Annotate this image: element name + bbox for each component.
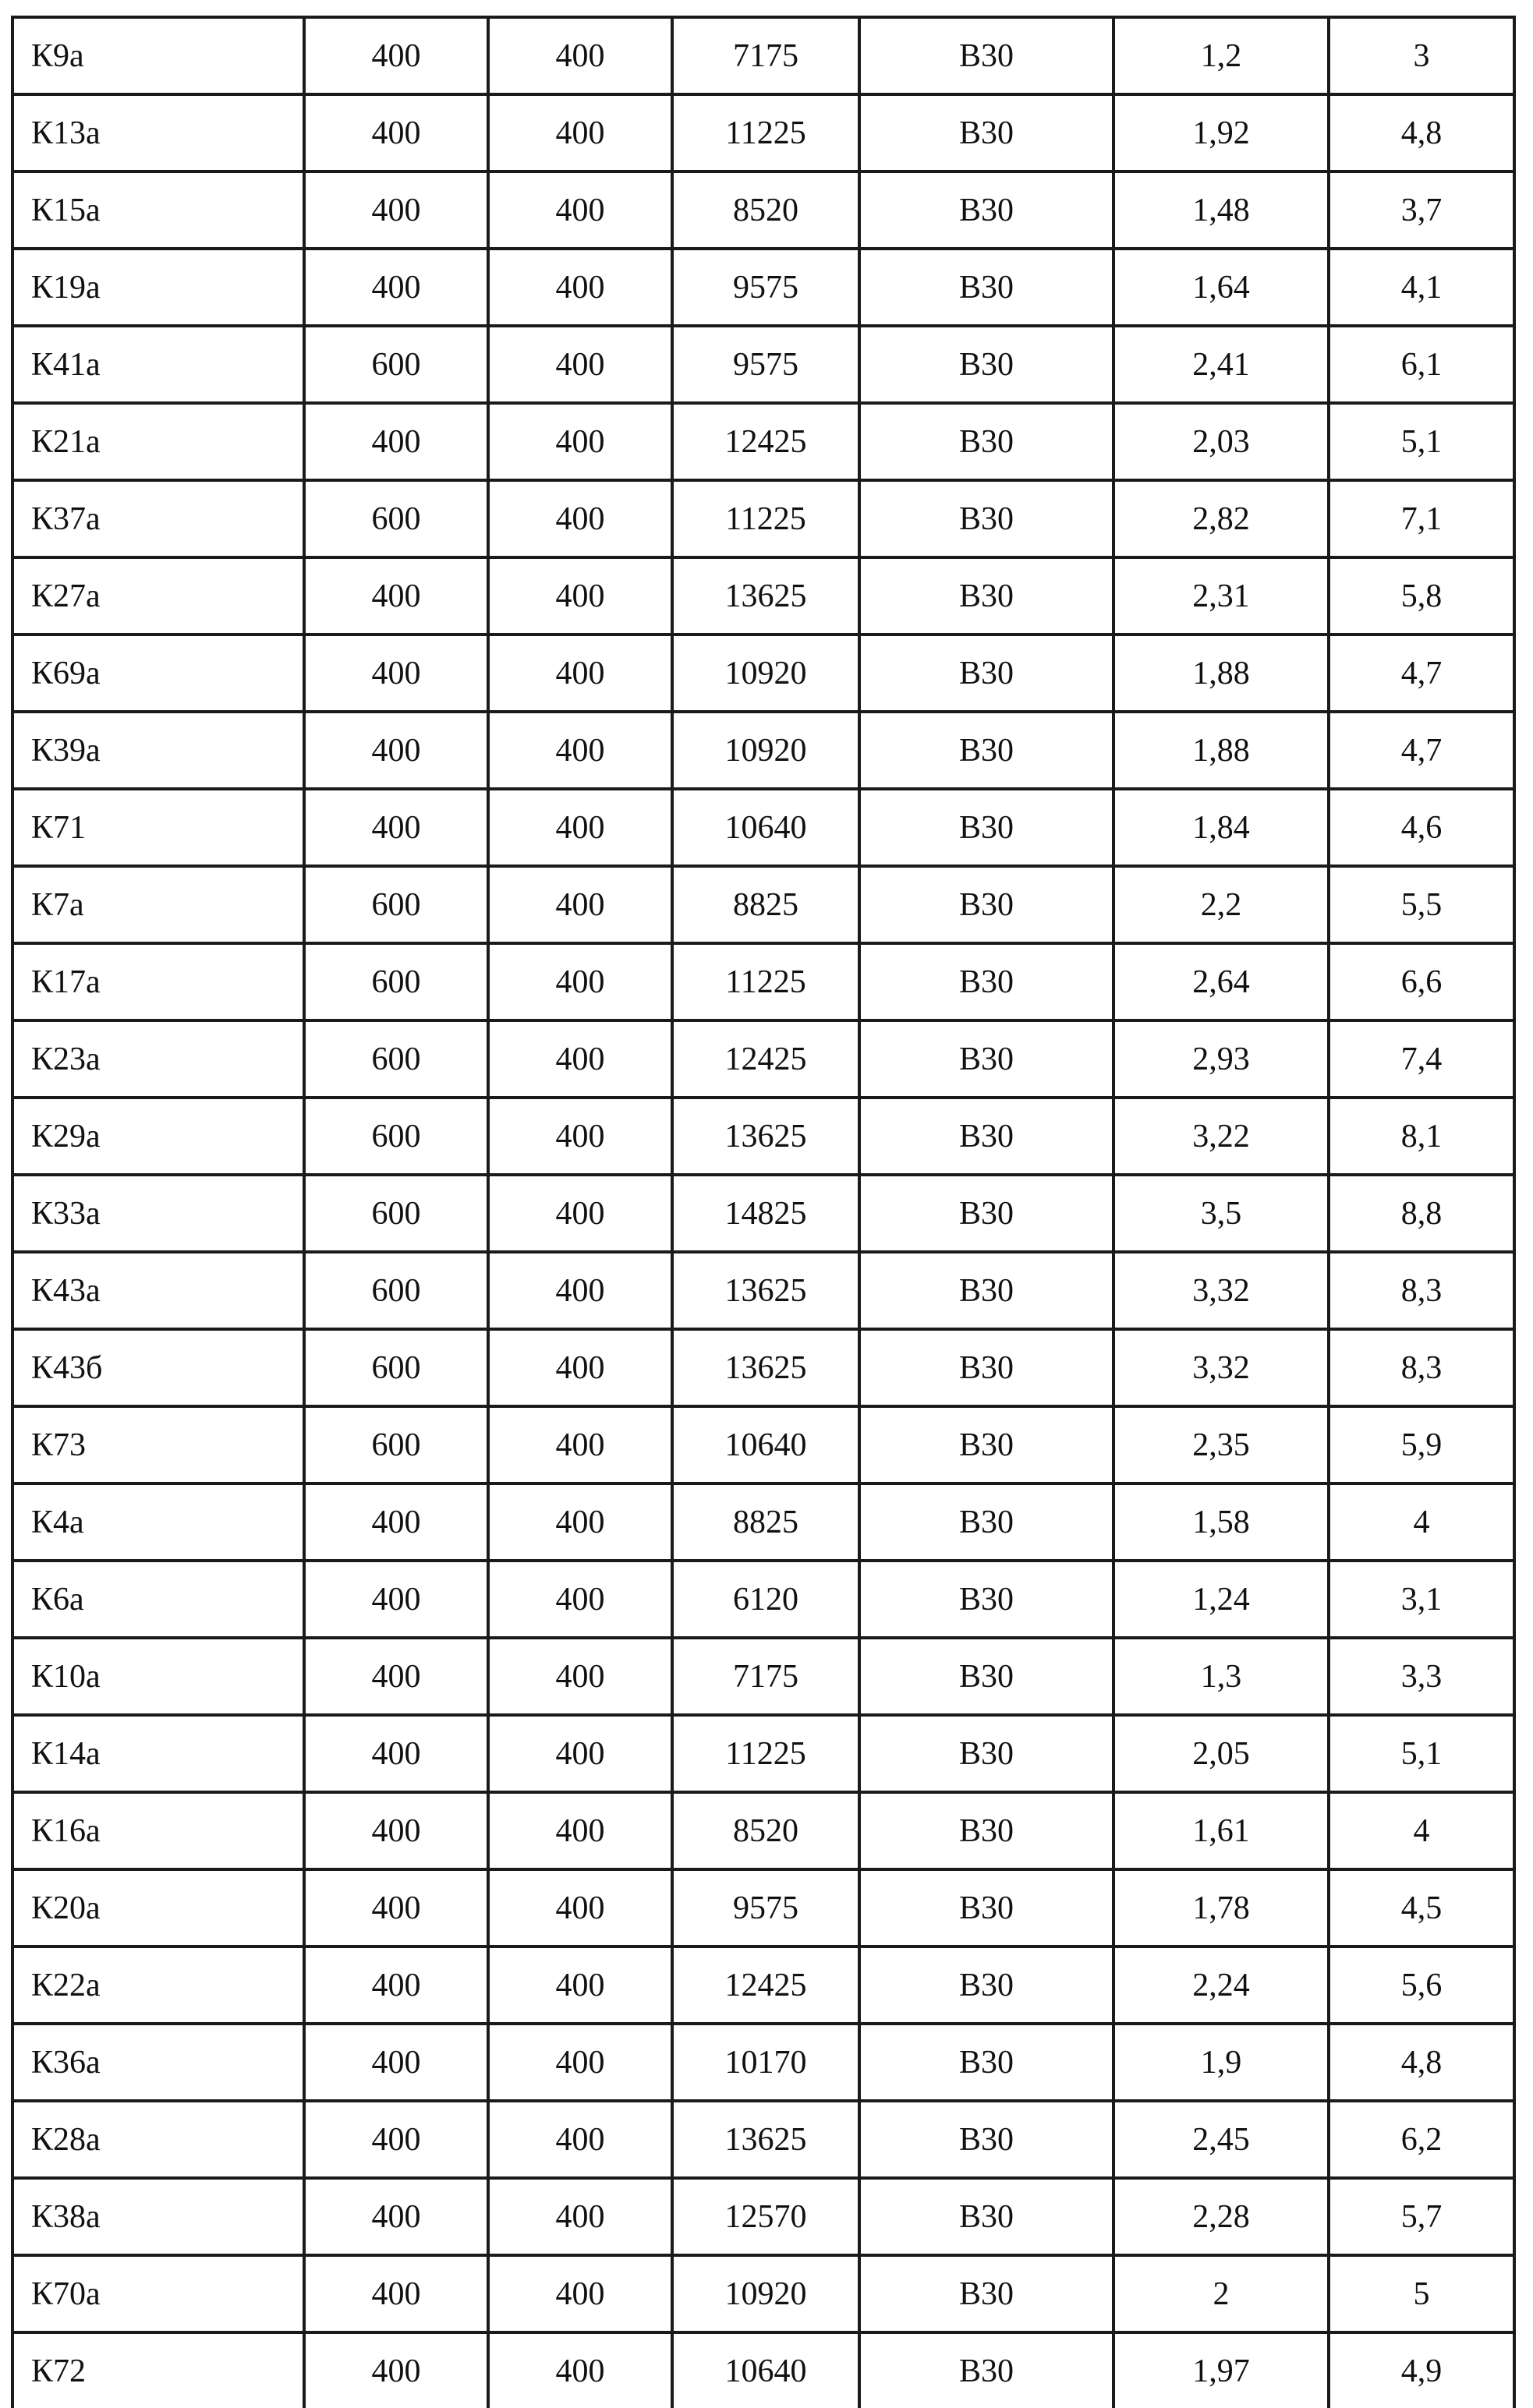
result-cell: 8,8 (1329, 1175, 1514, 1252)
element-mark-cell: К38а (12, 2178, 304, 2255)
table-row (12, 789, 1514, 866)
width-cell: 400 (304, 171, 488, 249)
result-cell: 4,5 (1329, 1869, 1514, 1947)
ratio-cell: 2,41 (1113, 326, 1329, 403)
element-mark-cell: К39а (12, 712, 304, 789)
ratio-cell: 2,2 (1113, 866, 1329, 943)
concrete-class-cell: В30 (859, 171, 1113, 249)
value-cell: 10640 (672, 2332, 859, 2408)
value-cell: 6120 (672, 1561, 859, 1638)
depth-cell: 400 (488, 17, 672, 94)
value-cell: 13625 (672, 1329, 859, 1406)
element-mark-cell: К71 (12, 789, 304, 866)
table-row (12, 635, 1514, 712)
table-row (12, 712, 1514, 789)
concrete-class-cell: В30 (859, 2332, 1113, 2408)
width-cell: 400 (304, 2178, 488, 2255)
value-cell: 11225 (672, 1715, 859, 1792)
ratio-cell: 1,9 (1113, 2024, 1329, 2101)
ratio-cell: 1,61 (1113, 1792, 1329, 1869)
ratio-cell: 1,88 (1113, 635, 1329, 712)
ratio-cell: 1,48 (1113, 171, 1329, 249)
ratio-cell: 1,24 (1113, 1561, 1329, 1638)
ratio-cell: 1,2 (1113, 17, 1329, 94)
depth-cell: 400 (488, 943, 672, 1020)
concrete-class-cell: В30 (859, 557, 1113, 635)
value-cell: 10640 (672, 1406, 859, 1483)
ratio-cell: 2,35 (1113, 1406, 1329, 1483)
width-cell: 400 (304, 2332, 488, 2408)
ratio-cell: 2,28 (1113, 2178, 1329, 2255)
element-mark-cell: К22а (12, 1947, 304, 2024)
value-cell: 10920 (672, 712, 859, 789)
depth-cell: 400 (488, 866, 672, 943)
table-row (12, 1792, 1514, 1869)
result-cell: 4,9 (1329, 2332, 1514, 2408)
result-cell: 8,3 (1329, 1329, 1514, 1406)
concrete-class-cell: В30 (859, 326, 1113, 403)
ratio-cell: 3,5 (1113, 1175, 1329, 1252)
result-cell: 3 (1329, 17, 1514, 94)
value-cell: 8520 (672, 171, 859, 249)
result-cell: 8,1 (1329, 1098, 1514, 1175)
concrete-class-cell: В30 (859, 1252, 1113, 1329)
table-row (12, 557, 1514, 635)
width-cell: 600 (304, 1252, 488, 1329)
table-row (12, 1483, 1514, 1561)
depth-cell: 400 (488, 2332, 672, 2408)
table-row (12, 866, 1514, 943)
width-cell: 400 (304, 2255, 488, 2332)
width-cell: 400 (304, 1947, 488, 2024)
depth-cell: 400 (488, 1406, 672, 1483)
result-cell: 7,1 (1329, 480, 1514, 557)
width-cell: 400 (304, 249, 488, 326)
result-cell: 5 (1329, 2255, 1514, 2332)
depth-cell: 400 (488, 2101, 672, 2178)
concrete-class-cell: В30 (859, 1406, 1113, 1483)
concrete-class-cell: В30 (859, 1638, 1113, 1715)
element-mark-cell: К13а (12, 94, 304, 171)
table-row (12, 1638, 1514, 1715)
result-cell: 5,1 (1329, 403, 1514, 480)
element-mark-cell: К43а (12, 1252, 304, 1329)
table-row (12, 2024, 1514, 2101)
table-row (12, 171, 1514, 249)
value-cell: 13625 (672, 1252, 859, 1329)
result-cell: 5,6 (1329, 1947, 1514, 2024)
element-mark-cell: К4а (12, 1483, 304, 1561)
concrete-class-cell: В30 (859, 1869, 1113, 1947)
width-cell: 600 (304, 1098, 488, 1175)
width-cell: 400 (304, 17, 488, 94)
width-cell: 600 (304, 1329, 488, 1406)
depth-cell: 400 (488, 1792, 672, 1869)
table-row (12, 1561, 1514, 1638)
concrete-class-cell: В30 (859, 635, 1113, 712)
width-cell: 600 (304, 1175, 488, 1252)
table-row (12, 1406, 1514, 1483)
table-row (12, 480, 1514, 557)
value-cell: 10640 (672, 789, 859, 866)
result-cell: 4,8 (1329, 2024, 1514, 2101)
element-mark-cell: К73 (12, 1406, 304, 1483)
width-cell: 400 (304, 1792, 488, 1869)
table-row (12, 1020, 1514, 1098)
ratio-cell: 1,97 (1113, 2332, 1329, 2408)
ratio-cell: 3,22 (1113, 1098, 1329, 1175)
element-mark-cell: К33а (12, 1175, 304, 1252)
concrete-class-cell: В30 (859, 1792, 1113, 1869)
result-cell: 4,8 (1329, 94, 1514, 171)
result-cell: 4,7 (1329, 635, 1514, 712)
element-mark-cell: К16а (12, 1792, 304, 1869)
ratio-cell: 2,45 (1113, 2101, 1329, 2178)
element-mark-cell: К10а (12, 1638, 304, 1715)
concrete-class-cell: В30 (859, 2101, 1113, 2178)
result-cell: 8,3 (1329, 1252, 1514, 1329)
ratio-cell: 2,03 (1113, 403, 1329, 480)
value-cell: 12570 (672, 2178, 859, 2255)
value-cell: 12425 (672, 1020, 859, 1098)
result-cell: 3,3 (1329, 1638, 1514, 1715)
table-row (12, 1715, 1514, 1792)
data-table (11, 16, 1516, 2408)
depth-cell: 400 (488, 2255, 672, 2332)
result-cell: 6,1 (1329, 326, 1514, 403)
result-cell: 6,2 (1329, 2101, 1514, 2178)
element-mark-cell: К7а (12, 866, 304, 943)
depth-cell: 400 (488, 1175, 672, 1252)
value-cell: 9575 (672, 1869, 859, 1947)
concrete-class-cell: В30 (859, 403, 1113, 480)
ratio-cell: 2,82 (1113, 480, 1329, 557)
ratio-cell: 2,24 (1113, 1947, 1329, 2024)
table-row (12, 326, 1514, 403)
table-row (12, 249, 1514, 326)
width-cell: 400 (304, 1483, 488, 1561)
depth-cell: 400 (488, 171, 672, 249)
depth-cell: 400 (488, 1483, 672, 1561)
depth-cell: 400 (488, 635, 672, 712)
width-cell: 400 (304, 635, 488, 712)
concrete-class-cell: В30 (859, 866, 1113, 943)
depth-cell: 400 (488, 403, 672, 480)
width-cell: 400 (304, 712, 488, 789)
value-cell: 7175 (672, 1638, 859, 1715)
result-cell: 4 (1329, 1792, 1514, 1869)
value-cell: 8825 (672, 866, 859, 943)
result-cell: 3,7 (1329, 171, 1514, 249)
depth-cell: 400 (488, 1947, 672, 2024)
result-cell: 4,1 (1329, 249, 1514, 326)
table-row (12, 1869, 1514, 1947)
table-row (12, 1329, 1514, 1406)
ratio-cell: 2,93 (1113, 1020, 1329, 1098)
width-cell: 400 (304, 1715, 488, 1792)
width-cell: 400 (304, 557, 488, 635)
width-cell: 600 (304, 1406, 488, 1483)
result-cell: 6,6 (1329, 943, 1514, 1020)
value-cell: 9575 (672, 249, 859, 326)
depth-cell: 400 (488, 249, 672, 326)
ratio-cell: 2,05 (1113, 1715, 1329, 1792)
value-cell: 13625 (672, 557, 859, 635)
value-cell: 12425 (672, 1947, 859, 2024)
depth-cell: 400 (488, 326, 672, 403)
concrete-class-cell: В30 (859, 2255, 1113, 2332)
value-cell: 13625 (672, 1098, 859, 1175)
width-cell: 400 (304, 789, 488, 866)
result-cell: 5,1 (1329, 1715, 1514, 1792)
element-mark-cell: К37а (12, 480, 304, 557)
element-mark-cell: К28а (12, 2101, 304, 2178)
width-cell: 600 (304, 866, 488, 943)
element-mark-cell: К20а (12, 1869, 304, 1947)
value-cell: 8825 (672, 1483, 859, 1561)
ratio-cell: 3,32 (1113, 1252, 1329, 1329)
table-row (12, 17, 1514, 94)
element-mark-cell: К43б (12, 1329, 304, 1406)
value-cell: 11225 (672, 480, 859, 557)
result-cell: 5,5 (1329, 866, 1514, 943)
depth-cell: 400 (488, 1020, 672, 1098)
concrete-class-cell: В30 (859, 1098, 1113, 1175)
width-cell: 600 (304, 480, 488, 557)
depth-cell: 400 (488, 2024, 672, 2101)
depth-cell: 400 (488, 557, 672, 635)
concrete-class-cell: В30 (859, 789, 1113, 866)
element-mark-cell: К36а (12, 2024, 304, 2101)
table-row (12, 2101, 1514, 2178)
ratio-cell: 1,92 (1113, 94, 1329, 171)
width-cell: 600 (304, 943, 488, 1020)
value-cell: 11225 (672, 94, 859, 171)
ratio-cell: 2,64 (1113, 943, 1329, 1020)
element-mark-cell: К27а (12, 557, 304, 635)
concrete-class-cell: В30 (859, 1329, 1113, 1406)
ratio-cell: 1,88 (1113, 712, 1329, 789)
table-row (12, 2332, 1514, 2408)
element-mark-cell: К15а (12, 171, 304, 249)
width-cell: 400 (304, 94, 488, 171)
concrete-class-cell: В30 (859, 1715, 1113, 1792)
concrete-class-cell: В30 (859, 17, 1113, 94)
table-row (12, 2178, 1514, 2255)
table-row (12, 94, 1514, 171)
depth-cell: 400 (488, 1638, 672, 1715)
concrete-class-cell: В30 (859, 1561, 1113, 1638)
concrete-class-cell: В30 (859, 2178, 1113, 2255)
element-mark-cell: К70а (12, 2255, 304, 2332)
concrete-class-cell: В30 (859, 943, 1113, 1020)
width-cell: 600 (304, 1020, 488, 1098)
table-row (12, 1175, 1514, 1252)
value-cell: 14825 (672, 1175, 859, 1252)
ratio-cell: 2,31 (1113, 557, 1329, 635)
concrete-class-cell: В30 (859, 1483, 1113, 1561)
value-cell: 10920 (672, 2255, 859, 2332)
depth-cell: 400 (488, 1715, 672, 1792)
element-mark-cell: К21а (12, 403, 304, 480)
result-cell: 4 (1329, 1483, 1514, 1561)
width-cell: 600 (304, 326, 488, 403)
concrete-class-cell: В30 (859, 1020, 1113, 1098)
table-row (12, 943, 1514, 1020)
depth-cell: 400 (488, 2178, 672, 2255)
ratio-cell: 1,84 (1113, 789, 1329, 866)
value-cell: 10920 (672, 635, 859, 712)
width-cell: 400 (304, 403, 488, 480)
table-row (12, 1098, 1514, 1175)
depth-cell: 400 (488, 712, 672, 789)
value-cell: 7175 (672, 17, 859, 94)
element-mark-cell: К72 (12, 2332, 304, 2408)
value-cell: 9575 (672, 326, 859, 403)
width-cell: 400 (304, 1638, 488, 1715)
concrete-class-cell: В30 (859, 2024, 1113, 2101)
value-cell: 10170 (672, 2024, 859, 2101)
ratio-cell: 3,32 (1113, 1329, 1329, 1406)
element-mark-cell: К23а (12, 1020, 304, 1098)
ratio-cell: 1,78 (1113, 1869, 1329, 1947)
ratio-cell: 2 (1113, 2255, 1329, 2332)
value-cell: 12425 (672, 403, 859, 480)
value-cell: 13625 (672, 2101, 859, 2178)
element-mark-cell: К14а (12, 1715, 304, 1792)
element-mark-cell: К17а (12, 943, 304, 1020)
element-mark-cell: К19а (12, 249, 304, 326)
element-mark-cell: К6а (12, 1561, 304, 1638)
table-body (12, 17, 1514, 2408)
depth-cell: 400 (488, 1098, 672, 1175)
value-cell: 8520 (672, 1792, 859, 1869)
width-cell: 400 (304, 2101, 488, 2178)
result-cell: 7,4 (1329, 1020, 1514, 1098)
element-mark-cell: К41а (12, 326, 304, 403)
depth-cell: 400 (488, 789, 672, 866)
concrete-class-cell: В30 (859, 712, 1113, 789)
result-cell: 5,9 (1329, 1406, 1514, 1483)
element-mark-cell: К69а (12, 635, 304, 712)
width-cell: 400 (304, 2024, 488, 2101)
table-row (12, 1252, 1514, 1329)
concrete-class-cell: В30 (859, 94, 1113, 171)
table-row (12, 2255, 1514, 2332)
concrete-class-cell: В30 (859, 249, 1113, 326)
value-cell: 11225 (672, 943, 859, 1020)
ratio-cell: 1,64 (1113, 249, 1329, 326)
concrete-class-cell: В30 (859, 480, 1113, 557)
table-row (12, 403, 1514, 480)
concrete-class-cell: В30 (859, 1947, 1113, 2024)
depth-cell: 400 (488, 1561, 672, 1638)
depth-cell: 400 (488, 480, 672, 557)
ratio-cell: 1,3 (1113, 1638, 1329, 1715)
depth-cell: 400 (488, 1869, 672, 1947)
result-cell: 4,6 (1329, 789, 1514, 866)
depth-cell: 400 (488, 94, 672, 171)
ratio-cell: 1,58 (1113, 1483, 1329, 1561)
table-row (12, 1947, 1514, 2024)
element-mark-cell: К9а (12, 17, 304, 94)
result-cell: 5,7 (1329, 2178, 1514, 2255)
width-cell: 400 (304, 1561, 488, 1638)
depth-cell: 400 (488, 1329, 672, 1406)
depth-cell: 400 (488, 1252, 672, 1329)
result-cell: 5,8 (1329, 557, 1514, 635)
concrete-class-cell: В30 (859, 1175, 1113, 1252)
result-cell: 4,7 (1329, 712, 1514, 789)
width-cell: 400 (304, 1869, 488, 1947)
element-mark-cell: К29а (12, 1098, 304, 1175)
result-cell: 3,1 (1329, 1561, 1514, 1638)
